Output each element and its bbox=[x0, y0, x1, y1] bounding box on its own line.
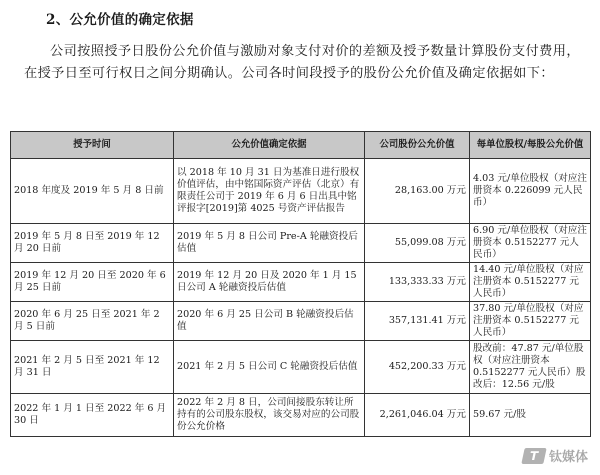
cell-unit-value: 4.03 元/单位股权（对应注册资本 0.226099 元人民币） bbox=[470, 159, 591, 224]
fair-value-table bbox=[10, 131, 591, 437]
cell-grant-time: 2022 年 1 月 1 日至 2022 年 6 月 30 日 bbox=[11, 394, 174, 437]
cell-unit-value: 59.67 元/股 bbox=[470, 394, 591, 437]
tmtpost-logo-icon: T bbox=[521, 448, 546, 464]
intro-paragraph: 公司按照授予日股份公允价值与激励对象支付对价的差额及授予数量计算股份支付费用，在授予日至可行权日之间分期确认。公司各时间段授予的股份公允价值及确定依据如下： bbox=[24, 44, 580, 81]
cell-company-value: 28,163.00 万元 bbox=[365, 159, 470, 224]
cell-unit-value: 37.80 元/单位股权（对应注册资本 0.5152277 元人民币） bbox=[470, 302, 591, 341]
table-row bbox=[11, 224, 591, 263]
cell-grant-time: 2018 年度及 2019 年 5 月 8 日前 bbox=[11, 159, 174, 224]
header-basis: 公允价值确定依据 bbox=[174, 132, 365, 159]
cell-basis: 2021 年 2 月 5 日公司 C 轮融资投后估值 bbox=[174, 341, 365, 394]
table-row bbox=[11, 263, 591, 302]
table-row bbox=[11, 302, 591, 341]
cell-basis: 2022 年 2 月 8 日，公司间接股东转让所持有的公司股东股权，该交易对应的公司股份公允价格 bbox=[174, 394, 365, 437]
cell-company-value: 55,099.08 万元 bbox=[365, 224, 470, 263]
table-header-row bbox=[11, 132, 591, 159]
cell-grant-time: 2019 年 12 月 20 日至 2020 年 6 月 25 日前 bbox=[11, 263, 174, 302]
cell-basis: 以 2018 年 10 月 31 日为基准日进行股权价值评估，由中铭国际资产评估（北京）有限责任公司于 2019 年 6 月 6 日出具中铭评报字[2019]第 4025 号资产评估报告 bbox=[174, 159, 365, 224]
header-unit-value: 每单位股权/每股公允价值 bbox=[470, 132, 591, 159]
cell-unit-value: 14.40 元/单位股权（对应注册资本 0.5152277 元人民币） bbox=[470, 263, 591, 302]
cell-grant-time: 2020 年 6 月 25 日至 2021 年 2 月 5 日前 bbox=[11, 302, 174, 341]
cell-company-value: 2,261,046.04 万元 bbox=[365, 394, 470, 437]
table-row bbox=[11, 394, 591, 437]
cell-company-value: 357,131.41 万元 bbox=[365, 302, 470, 341]
cell-grant-time: 2021 年 2 月 5 日至 2021 年 12 月 31 日 bbox=[11, 341, 174, 394]
watermark-text: 钛媒体 bbox=[548, 450, 588, 465]
table-row bbox=[11, 341, 591, 394]
header-company-value: 公司股份公允价值 bbox=[365, 132, 470, 159]
cell-grant-time: 2019 年 5 月 8 日至 2019 年 12 月 20 日前 bbox=[11, 224, 174, 263]
cell-basis: 2019 年 12 月 20 日及 2020 年 1 月 15 日公司 A 轮融资投后估值 bbox=[174, 263, 365, 302]
table-row bbox=[11, 159, 591, 224]
section-heading: 2、公允价值的确定依据 bbox=[46, 12, 194, 28]
cell-basis: 2020 年 6 月 25 日公司 B 轮融资投后估值 bbox=[174, 302, 365, 341]
cell-unit-value: 6.90 元/单位股权（对应注册资本 0.5152277 元人民币） bbox=[470, 224, 591, 263]
cell-company-value: 452,200.33 万元 bbox=[365, 341, 470, 394]
cell-unit-value: 股改前：47.87 元/单位股权（对应注册资本 0.5152277 元人民币）股改后：12.56 元/股 bbox=[470, 341, 591, 394]
cell-company-value: 133,333.33 万元 bbox=[365, 263, 470, 302]
cell-basis: 2019 年 5 月 8 日公司 Pre-A 轮融资投后估值 bbox=[174, 224, 365, 263]
watermark bbox=[523, 446, 588, 465]
header-grant-time: 授予时间 bbox=[11, 132, 174, 159]
